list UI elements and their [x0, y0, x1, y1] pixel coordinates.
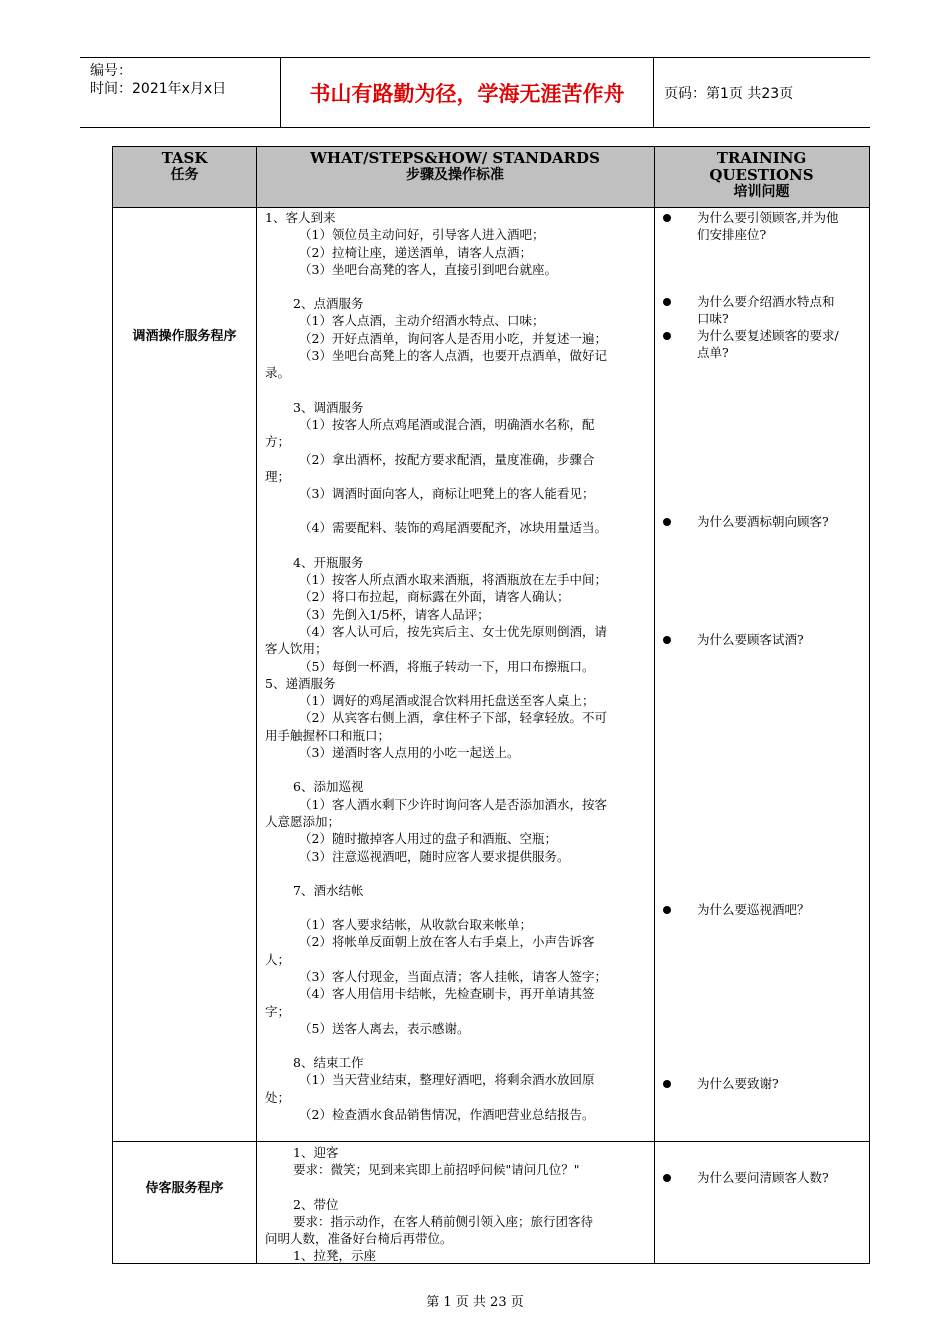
header-task-en: TASK [161, 149, 208, 167]
step-spacer [265, 278, 647, 295]
step-line: （1）按客人所点酒水取来酒瓶，将酒瓶放在左手中间； [299, 572, 607, 588]
question-text: 为什么要酒标朝向顾客? [697, 514, 829, 529]
bullet-icon [663, 1080, 671, 1088]
header-motto: 书山有路勤为径，学海无涯苦作舟 [281, 58, 654, 127]
bullet-icon [663, 1174, 671, 1182]
step-line: 1、迎客 [293, 1145, 339, 1160]
step-spacer [265, 537, 647, 554]
question-text: 点单? [697, 345, 729, 361]
question-text: 为什么要巡视酒吧？ [697, 902, 810, 917]
step-line: 客人饮用； [265, 641, 328, 657]
header-page-info [654, 58, 870, 127]
step-line: 方； [265, 434, 291, 450]
step-line: 字； [265, 1003, 291, 1019]
question-item [663, 1169, 865, 1186]
bullet-icon [663, 636, 671, 644]
step-spacer [265, 865, 647, 882]
question-text: 为什么要引领顾客,并为他 [697, 210, 839, 225]
step-line: 1、拉凳，示座 [293, 1248, 376, 1264]
page-info-text: 页码：第1页 共23页 [664, 85, 794, 102]
step-line: （2）从宾客右侧上酒，拿住杯子下部，轻拿轻放。不可 [299, 710, 607, 726]
step-line: 5、递酒服务 [265, 675, 336, 691]
step-line: （5）送客人离去，表示感谢。 [299, 1020, 470, 1036]
step-line: （3）注意巡视酒吧，随时应客人要求提供服务。 [299, 848, 570, 864]
step-line: 问明人数，准备好台椅后再带位。 [265, 1231, 453, 1247]
step-line: （1）按客人所点鸡尾酒或混合酒，明确酒水名称，配 [299, 416, 595, 432]
step-line: 用手触握杯口和瓶口； [265, 727, 391, 743]
question-text: 为什么要问清顾客人数? [697, 1170, 829, 1185]
question-item [663, 327, 865, 362]
row-divider [113, 1141, 869, 1142]
steps-cell-bartending [265, 209, 647, 1123]
header-steps-en: WHAT/STEPS&HOW/ STANDARDS [310, 149, 600, 167]
step-line: （5）每倒一杯酒，将瓶子转动一下，用口布擦瓶口。 [299, 658, 595, 674]
step-line: （2）拿出酒杯，按配方要求配酒，量度准确，步骤合 [299, 451, 595, 467]
question-text: 们安排座位? [697, 227, 767, 243]
question-text: 为什么要复述顾客的要求/ [697, 328, 839, 343]
training-table [112, 146, 870, 1264]
question-item [663, 631, 865, 648]
steps-cell-guest-service [265, 1144, 647, 1265]
row-divider [113, 207, 869, 208]
step-line: （2）检查酒水食品销售情况，作酒吧营业总结报告。 [299, 1107, 595, 1123]
column-divider [256, 147, 257, 1263]
header-questions-zh: 培训问题 [733, 184, 790, 200]
step-spacer [265, 502, 647, 519]
question-item [663, 209, 865, 244]
step-line: 3、调酒服务 [293, 399, 364, 415]
step-spacer [265, 899, 647, 916]
question-item [663, 901, 865, 918]
table-header-row [113, 147, 869, 207]
step-line: 7、酒水结帐 [293, 882, 364, 898]
task-cell-guest-service: 侍客服务程序 [145, 1181, 224, 1196]
step-line: 8、结束工作 [293, 1055, 364, 1071]
step-line: （2）将帐单反面朝上放在客人右手桌上，小声告诉客 [299, 934, 595, 950]
bullet-icon [663, 298, 671, 306]
step-line: （4）客人认可后，按先宾后主、女士优先原则倒酒，请 [299, 623, 607, 639]
step-line: （1）领位员主动问好，引导客人进入酒吧； [299, 227, 545, 243]
question-item [663, 1075, 865, 1092]
question-item [663, 293, 865, 328]
step-line: 2、带位 [293, 1196, 339, 1212]
step-line: 处； [265, 1089, 291, 1105]
step-line: 1、客人到来 [265, 210, 336, 225]
step-line: （1）当天营业结束，整理好酒吧，将剩余酒水放回原 [299, 1072, 595, 1088]
header-questions-en-2: QUESTIONS [709, 166, 814, 184]
header-task [113, 147, 256, 210]
step-line: （2）拉椅让座，递送酒单，请客人点酒； [299, 244, 532, 260]
header-questions-en-1: TRAINING [716, 149, 807, 167]
page-footer: 第 1 页 共 23 页 [426, 1295, 524, 1310]
question-text: 口味? [697, 311, 729, 327]
bullet-icon [663, 906, 671, 914]
step-line: （3）先倒入1/5杯，请客人品评； [299, 606, 490, 622]
step-line: （3）递酒时客人点用的小吃一起送上。 [299, 745, 520, 761]
header-task-zh: 任务 [170, 167, 199, 183]
step-line: 6、添加巡视 [293, 779, 364, 795]
step-line: 要求：指示动作，在客人稍前侧引领入座；旅行团客待 [293, 1213, 594, 1229]
step-line: 要求：微笑；见到来宾即上前招呼问候"请问几位？" [293, 1162, 580, 1178]
doc-date: 时间：2021年x月x日 [90, 81, 227, 97]
step-line: 4、开瓶服务 [293, 554, 364, 570]
question-text: 为什么要介绍酒水特点和 [697, 294, 835, 309]
header-steps [256, 147, 654, 210]
header-meta [80, 58, 281, 127]
step-line: （4）客人用信用卡结帐，先检查刷卡，再开单请其签 [299, 986, 595, 1002]
step-line: （3）坐吧台高凳上的客人点酒，也要开点酒单，做好记 [299, 348, 607, 364]
bullet-icon [663, 518, 671, 526]
step-spacer [265, 1179, 647, 1196]
header-questions [654, 147, 869, 210]
step-line: 2、点酒服务 [293, 296, 364, 312]
step-line: （1）客人点酒，主动介绍酒水特点、口味； [299, 313, 545, 329]
question-item [663, 513, 865, 530]
task-cell-bartending: 调酒操作服务程序 [132, 329, 237, 344]
step-line: （1）客人要求结帐，从收款台取来帐单； [299, 917, 532, 933]
step-line: 人意愿添加； [265, 813, 341, 829]
page-header [80, 57, 870, 128]
column-divider [654, 147, 655, 1263]
step-line: （3）调酒时面向客人，商标让吧凳上的客人能看见； [299, 486, 595, 502]
bullet-icon [663, 214, 671, 222]
step-line: （1）客人酒水剩下少许时询问客人是否添加酒水，按客 [299, 796, 607, 812]
step-spacer [265, 1037, 647, 1054]
bullet-icon [663, 332, 671, 340]
header-steps-zh: 步骤及操作标准 [406, 167, 504, 183]
question-text: 为什么要顾客试酒? [697, 632, 804, 647]
step-line: （2）将口布拉起，商标露在外面，请客人确认； [299, 589, 570, 605]
step-line: （3）客人付现金，当面点清；客人挂帐，请客人签字； [299, 968, 607, 984]
step-spacer [265, 761, 647, 778]
step-line: 理； [265, 468, 291, 484]
question-text: 为什么要致谢? [697, 1076, 779, 1091]
step-line: （2）随时撤掉客人用过的盘子和酒瓶、空瓶； [299, 831, 557, 847]
step-line: （2）开好点酒单，询问客人是否用小吃，并复述一遍； [299, 330, 607, 346]
step-spacer [265, 382, 647, 399]
step-line: （1）调好的鸡尾酒或混合饮料用托盘送至客人桌上； [299, 693, 595, 709]
step-line: （3）坐吧台高凳的客人，直接引到吧台就座。 [299, 261, 557, 277]
step-line: 录。 [265, 365, 291, 381]
step-line: 人； [265, 951, 291, 967]
step-line: （4）需要配料、装饰的鸡尾酒要配齐，冰块用量适当。 [299, 520, 607, 536]
doc-number: 编号： [90, 63, 132, 79]
